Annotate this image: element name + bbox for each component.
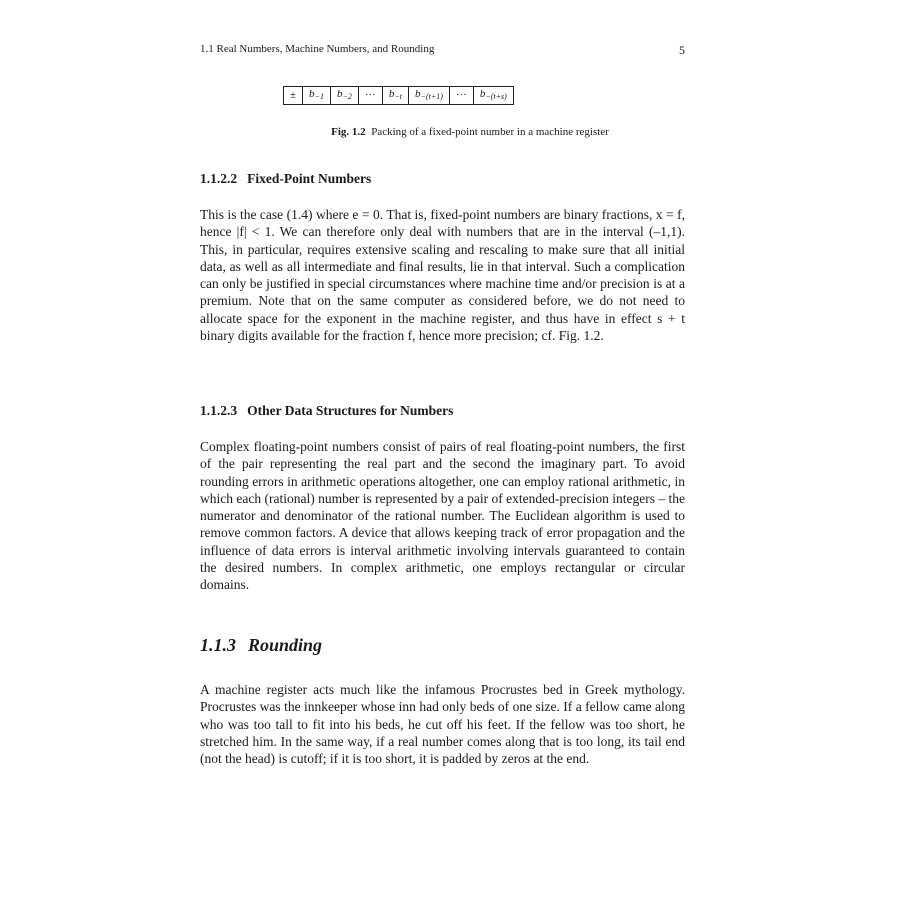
register-cell-b-t1: $b_{-(t+1)}$ <box>409 87 450 105</box>
paragraph-fixed-point: This is the case (1.4) where e = 0. That is, fixed-point numbers are binary fractions, x = f, hence |f| < 1. We can therefore only deal with numbers that are in the interval (–1,1). This, in particular, requires extensive scaling and rescaling to make sure that all initial data, as well as all intermediate and final results, lie in that interval. Such a complication can only be justified in special circumstances where machine time and/or precision is at a premium. Note that on the same computer as considered before, we do not need to allocate space for the exponent in the machine register, and thus have in effect s + t binary digits available for the fraction f, hence more precision; cf. Fig. 1.2. <box>200 207 685 344</box>
register-ellipsis-cell-2: ··· <box>449 87 473 105</box>
section-number: 1.1.3 <box>200 635 236 655</box>
register-cell-b-ts-base: b <box>479 88 486 100</box>
register-cell-b-1-index: 1 <box>319 92 324 101</box>
register-cell-b-2: $b_{-2}$ <box>330 87 358 105</box>
register-cell-b-t: $b_{-t}$ <box>382 87 408 105</box>
register-cell-b-t1-index: (t+1) <box>425 92 443 101</box>
register-cell-b-2-base: b <box>336 88 343 100</box>
section-heading-rounding <box>200 635 322 656</box>
paragraph-rounding: A machine register acts much like the infamous Procrustes bed in Greek mythology. Procrustes was the innkeeper whose inn had only beds of one size. If a fellow came along who was too tall to fit into his beds, he cut off his feet. If the fellow was too short, he stretched him. In the same way, if a real number comes along that is too long, its tail end (not the head) is cutoff; if it is too short, it is padded by zeros at the end. <box>200 682 685 767</box>
register-cell-b-1-base: b <box>309 88 315 100</box>
running-head-section: 1.1 Real Numbers, Machine Numbers, and Rounding <box>200 43 435 55</box>
page-number: 5 <box>679 43 685 57</box>
register-sign-cell: ± <box>284 87 303 105</box>
register-cell-b-ts-index: (t+s) <box>490 92 507 101</box>
paragraph-other-structures: Complex floating-point numbers consist of pairs of real floating-point numbers, the first of the pair representing the real part and the second the imaginary part. To avoid rounding errors in arithmetic operations altogether, one can employ rational arithmetic, in which each (rational) number is represented by a pair of extended-precision integers – the numerator and denominator of the rational number. The Euclidean algorithm is used to remove common factors. A device that allows keeping track of error propagation and the influence of data errors is interval arithmetic involving intervals guaranteed to contain the desired numbers. In complex arithmetic, one employs rectangular or circular domains. <box>200 439 685 593</box>
register-cell-b-1: $b_{-1}$ <box>303 87 331 105</box>
section-title: Rounding <box>248 635 323 655</box>
section-title: Fixed-Point Numbers <box>247 171 372 186</box>
figure-label: Fig. 1.2 <box>331 126 366 138</box>
section-heading-other-structures <box>200 403 453 419</box>
figure-caption <box>0 126 900 138</box>
machine-register-diagram <box>283 86 514 105</box>
register-ellipsis-cell-1: ··· <box>358 87 382 105</box>
register-cell-b-ts: $b_{-(t+s)}$ <box>473 87 513 105</box>
register-cell-b-t1-base: b <box>415 88 421 100</box>
register-cell-b-2-index: 2 <box>347 92 352 101</box>
section-heading-fixed-point <box>200 171 371 187</box>
section-title: Other Data Structures for Numbers <box>247 403 454 418</box>
register-cell-b-t-base: b <box>388 88 395 100</box>
section-number: 1.1.2.3 <box>200 403 238 418</box>
section-number: 1.1.2.2 <box>200 171 238 186</box>
running-head <box>200 43 685 61</box>
figure-caption-text: Packing of a fixed-point number in a machine register <box>371 126 609 138</box>
register-cell-b-t-index: t <box>399 92 402 101</box>
